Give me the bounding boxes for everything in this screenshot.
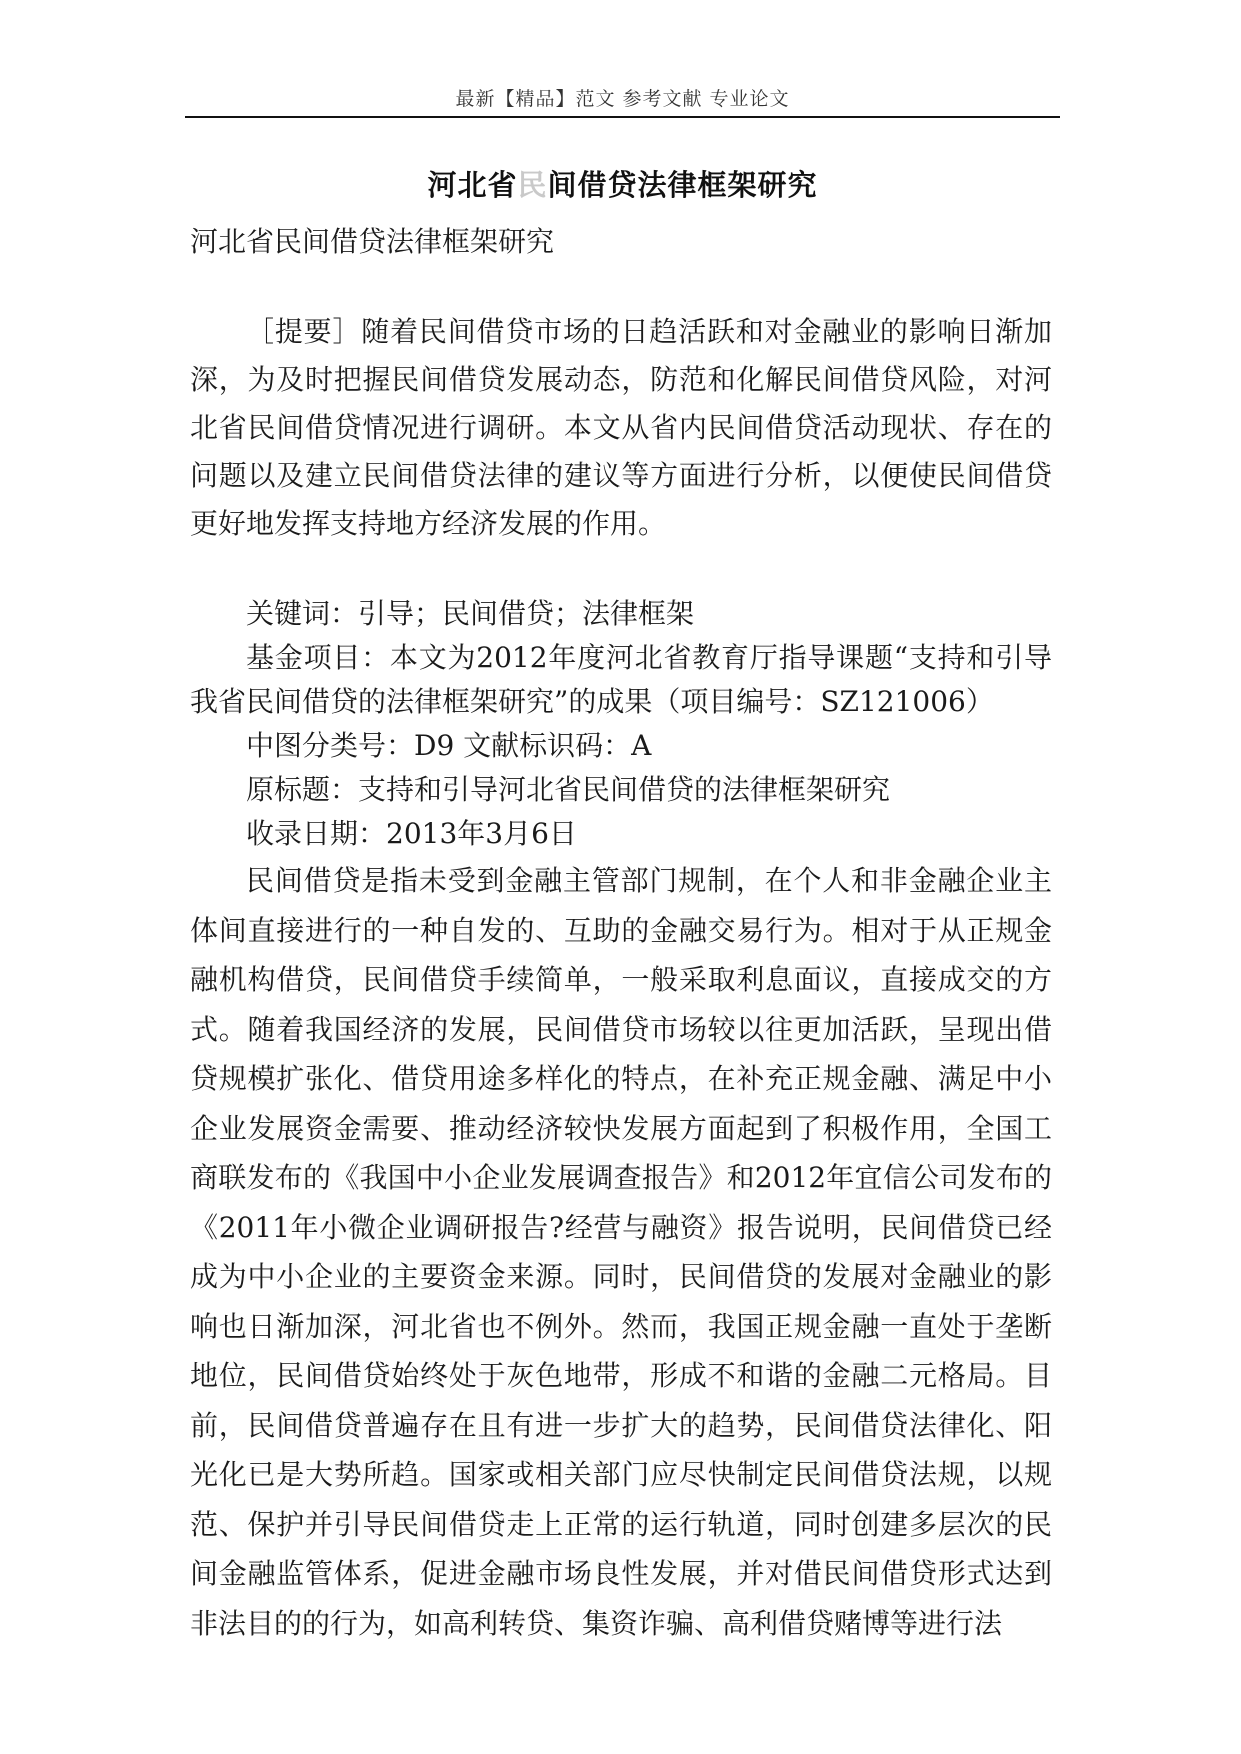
header-divider (185, 116, 1060, 118)
body-paragraph: 民间借贷是指未受到金融主管部门规制，在个人和非金融企业主体间直接进行的一种自发的、互助的金融交易行为。相对于从正规金融机构借贷，民间借贷手续简单，一般采取利息面议，直接成交的方式。随着我国经济的发展，民间借贷市场较以往更加活跃，呈现出借贷规模扩张化、借贷用途多样化的特点，在补充正规金融、满足中小企业发展资金需要、推动经济较快发展方面起到了积极作用，全国工商联发布的《我国中小企业发展调查报告》和2012年宜信公司发布的《2011年小微企业调研报告?经营与融资》报告说明，民间借贷已经成为中小企业的主要资金来源。同时，民间借贷的发展对金融业的影响也日渐加深，河北省也不例外。然而，我国正规金融一直处于垄断地位，民间借贷始终处于灰色地带，形成不和谐的金融二元格局。目前，民间借贷普遍存在且有进一步扩大的趋势，民间借贷法律化、阳光化已是大势所趋。国家或相关部门应尽快制定民间借贷法规，以规范、保护并引导民间借贷走上正常的运行轨道，同时创建多层次的民间金融监管体系，促进金融市场良性发展，并对借民间借贷形式达到非法目的的行为，如高利转贷、集资诈骗、高利借贷赌博等进行法 (190, 864, 1052, 1640)
page-header (185, 84, 1060, 116)
keywords-line: 关键词：引导；民间借贷；法律框架 (246, 597, 695, 630)
document-body (190, 220, 1052, 1648)
document-title (185, 163, 1060, 204)
abstract-paragraph: ［提要］随着民间借贷市场的日趋活跃和对金融业的影响日渐加深，为及时把握民间借贷发展动态，防范和化解民间借贷风险，对河北省民间借贷情况进行调研。本文从省内民间借贷活动现状、存在的问题以及建立民间借贷法律的建议等方面进行分析，以便使民间借贷更好地发挥支持地方经济发展的作用。 (190, 315, 1052, 540)
received-date-line: 收录日期：2013年3月6日 (246, 817, 577, 850)
header-text: 最新【精品】范文 参考文献 专业论文 (455, 88, 790, 110)
title-highlight: 民 (517, 168, 548, 202)
title-prefix: 河北省 (427, 168, 518, 202)
original-title-line: 原标题：支持和引导河北省民间借贷的法律框架研究 (246, 773, 891, 806)
title-suffix: 间借贷法律框架研究 (547, 168, 818, 202)
classification-line: 中图分类号：D9 文献标识码：A (246, 729, 652, 762)
fund-line: 基金项目：本文为2012年度河北省教育厅指导课题“支持和引导我省民间借贷的法律框架研究”的成果（项目编号：SZ121006） (190, 641, 1052, 718)
spacer (190, 548, 1052, 592)
document-subtitle: 河北省民间借贷法律框架研究 (190, 225, 555, 258)
